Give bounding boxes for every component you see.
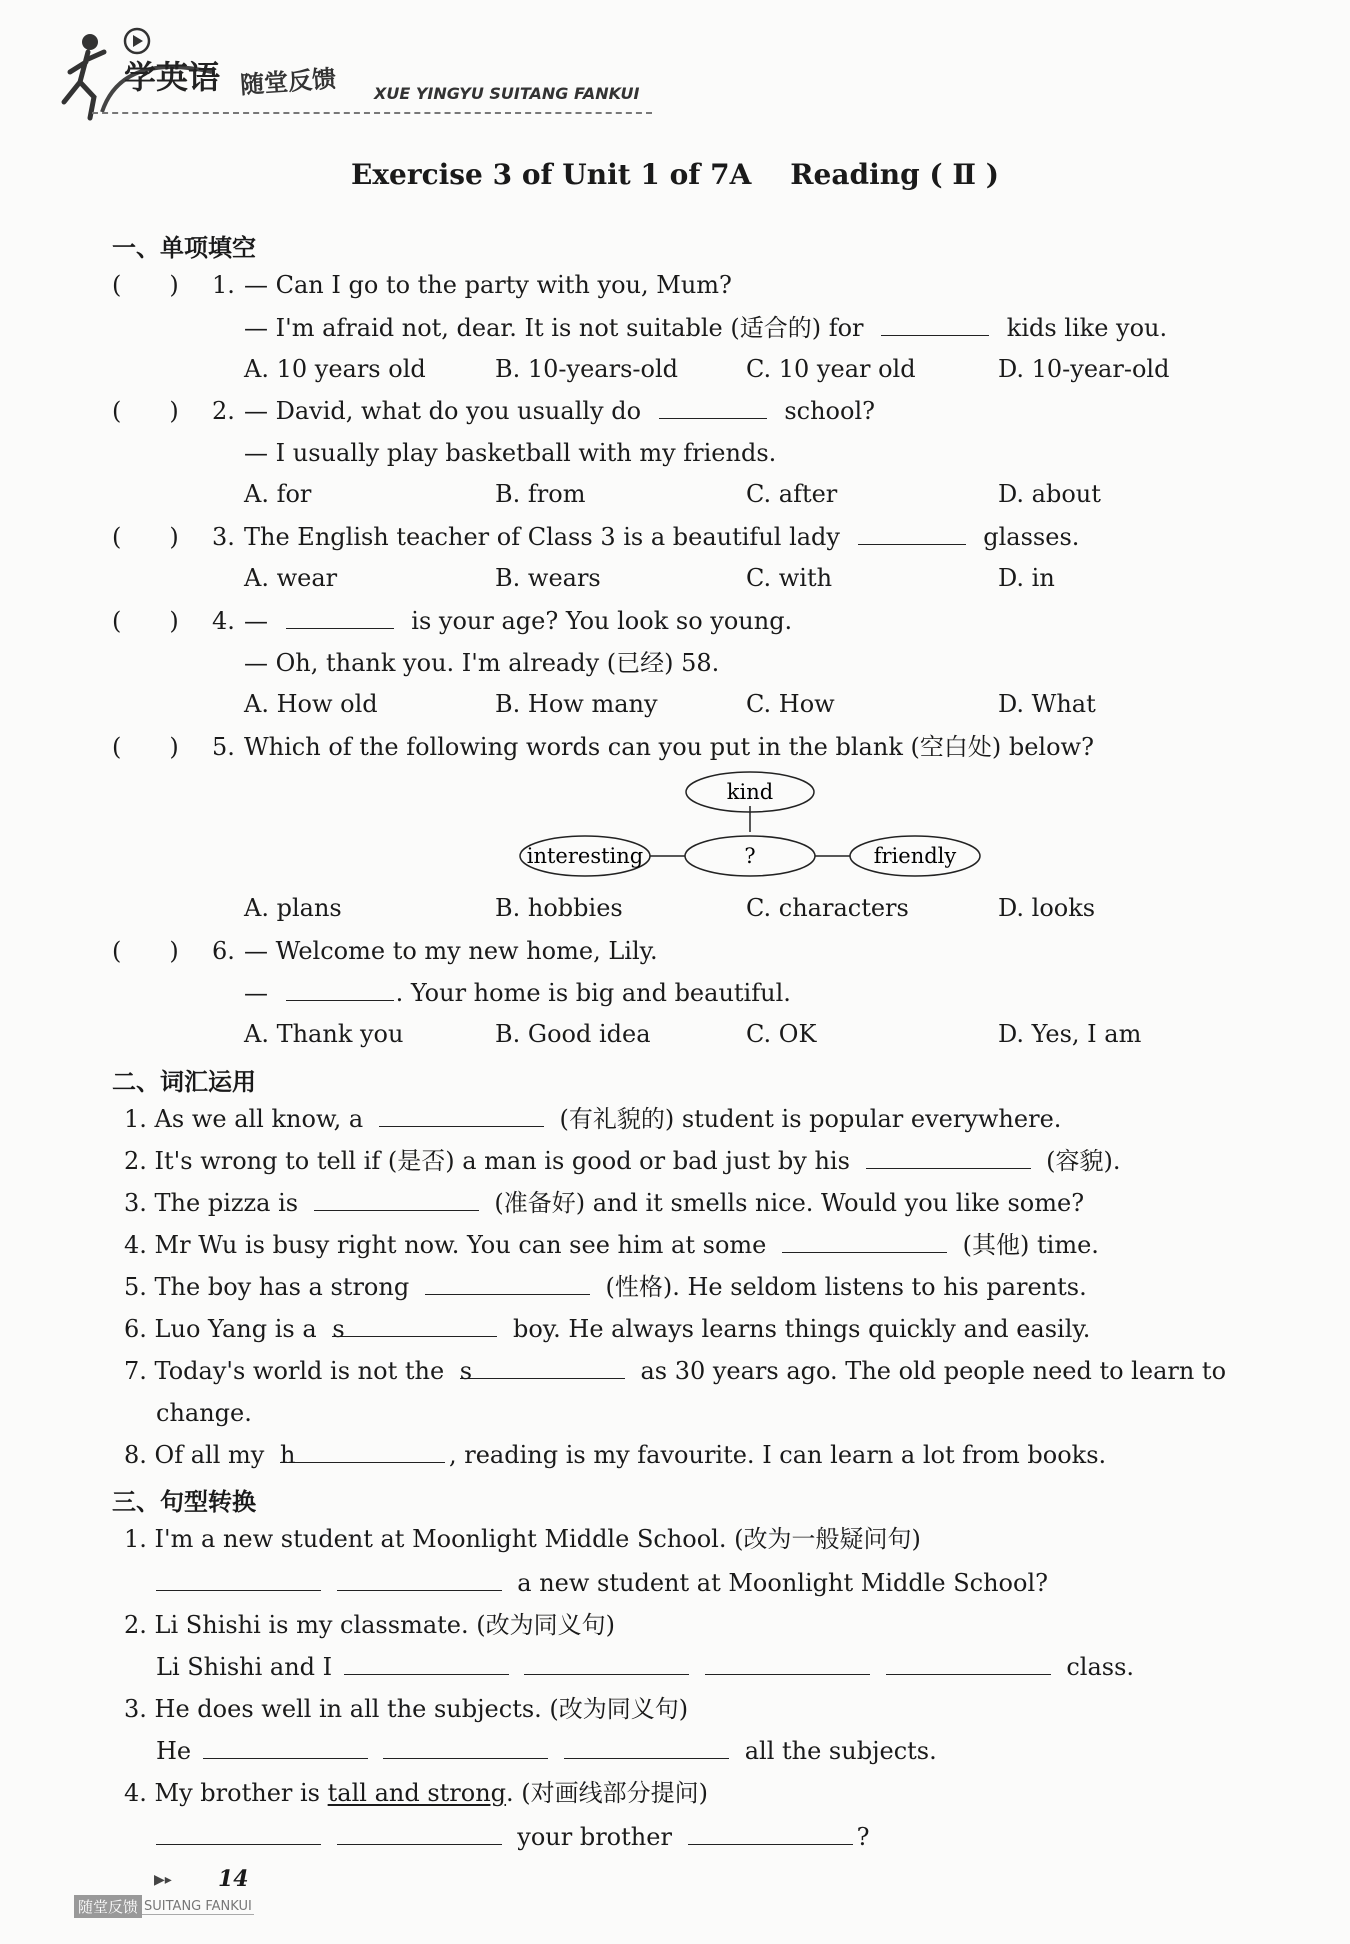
vocab-blank-3[interactable] xyxy=(314,1188,479,1211)
vocab-item-8 xyxy=(124,1440,1106,1470)
q4-line2: — Oh, thank you. I'm already (已经) 58. xyxy=(244,649,720,677)
vocab-text: Mr Wu is busy right now. You can see him at some xyxy=(154,1231,767,1259)
vocab-blank-8[interactable] xyxy=(279,1440,445,1469)
page-title: Exercise 3 of Unit 1 of 7A Reading ( Ⅱ ) xyxy=(350,158,1000,191)
q6-line2b: . Your home is big and beautiful. xyxy=(395,979,791,1007)
q6-option-c[interactable]: C. OK xyxy=(746,1020,817,1048)
transform-item-1 xyxy=(124,1524,921,1554)
q1-line2b: kids like you. xyxy=(1006,314,1168,342)
q1-blank[interactable] xyxy=(881,313,989,336)
vocab-first-letter: s xyxy=(332,1315,345,1343)
vocab-blank-6[interactable] xyxy=(332,1314,497,1343)
q2-line1b: school? xyxy=(784,397,875,425)
answer-blank[interactable] xyxy=(337,1822,502,1845)
vocab-num: 5. xyxy=(124,1273,147,1301)
q3-line1b: glasses. xyxy=(983,523,1080,551)
transform-item-4 xyxy=(124,1778,708,1808)
vocab-text: As we all know, a xyxy=(154,1105,364,1133)
diagram-label-left: interesting xyxy=(526,844,644,868)
q4-option-a[interactable]: A. How old xyxy=(244,690,378,718)
q5-option-d[interactable]: D. looks xyxy=(998,894,1096,922)
q1-line2a: — I'm afraid not, dear. It is not suitable (适合的) for xyxy=(244,314,864,342)
answer-blank[interactable] xyxy=(886,1652,1051,1675)
q1-paren[interactable]: ( ) xyxy=(112,271,179,299)
vocab-item-3 xyxy=(124,1188,1084,1218)
q3-num: 3. xyxy=(212,523,235,551)
q4-blank[interactable] xyxy=(286,606,394,629)
vocab-blank-5[interactable] xyxy=(425,1272,590,1295)
diagram-label-top: kind xyxy=(726,780,774,804)
logo-pinyin: XUE YINGYU SUITANG FANKUI xyxy=(374,84,640,103)
vocab-text: The pizza is xyxy=(154,1189,299,1217)
vocab-num: 1. xyxy=(124,1105,147,1133)
vocab-text: The boy has a strong xyxy=(154,1273,410,1301)
q3-option-b[interactable]: B. wears xyxy=(495,564,601,592)
transform-question: I'm a new student at Moonlight Middle School. (改为一般疑问句) xyxy=(154,1525,921,1553)
q1-option-d[interactable]: D. 10-year-old xyxy=(998,355,1170,383)
vocab-item-4 xyxy=(124,1230,1099,1260)
answer-text: your brother xyxy=(517,1823,672,1851)
q2-option-d[interactable]: D. about xyxy=(998,480,1101,508)
answer-text: a new student at Moonlight Middle School? xyxy=(517,1569,1048,1597)
vocab-blank-7[interactable] xyxy=(459,1356,625,1385)
q2-num: 2. xyxy=(212,397,235,425)
answer-blank[interactable] xyxy=(337,1568,502,1591)
vocab-num: 3. xyxy=(124,1189,147,1217)
vocab-text: Today's world is not the xyxy=(154,1357,445,1385)
transform-question: Li Shishi is my classmate. (改为同义句) xyxy=(154,1611,615,1639)
q4-option-d[interactable]: D. What xyxy=(998,690,1096,718)
answer-text: all the subjects. xyxy=(744,1737,937,1765)
q2-option-a[interactable]: A. for xyxy=(244,480,312,508)
q5-option-a[interactable]: A. plans xyxy=(244,894,342,922)
transform-num: 4. xyxy=(124,1779,147,1807)
transform-question: He does well in all the subjects. (改为同义句) xyxy=(154,1695,689,1723)
q2-blank[interactable] xyxy=(659,396,767,419)
q6-paren[interactable]: ( ) xyxy=(112,937,179,965)
section3-heading: 三、句型转换 xyxy=(112,1488,256,1516)
transform-num: 1. xyxy=(124,1525,147,1553)
diagram-label-right: friendly xyxy=(873,844,957,868)
vocab-text: It's wrong to tell if (是否) a man is good or bad just by his xyxy=(154,1147,850,1175)
q5-paren[interactable]: ( ) xyxy=(112,733,179,761)
vocab-text: (准备好) and it smells nice. Would you like some? xyxy=(494,1189,1085,1217)
vocab-text: Luo Yang is a xyxy=(154,1315,317,1343)
answer-blank[interactable] xyxy=(564,1736,729,1759)
logo-cn: 学英语 xyxy=(124,58,221,96)
footer-arrows-icon: ▶▸ xyxy=(154,1872,172,1888)
vocab-num: 2. xyxy=(124,1147,147,1175)
q4-line1a: — xyxy=(244,607,268,635)
diagram-label-center: ? xyxy=(744,844,756,868)
section2-heading: 二、词汇运用 xyxy=(112,1068,256,1096)
vocab-num: 8. xyxy=(124,1441,147,1469)
q2-line2: — I usually play basketball with my friends. xyxy=(244,439,777,467)
vocab-text: (容貌). xyxy=(1046,1147,1121,1175)
q4-paren[interactable]: ( ) xyxy=(112,607,179,635)
footer-label-cn: 随堂反馈 xyxy=(74,1895,142,1918)
q3-blank[interactable] xyxy=(858,522,966,545)
q1-option-b[interactable]: B. 10-years-old xyxy=(495,355,678,383)
vocab-item-6 xyxy=(124,1314,1090,1344)
answer-text: Li Shishi and I xyxy=(156,1653,333,1681)
q1-line1: — Can I go to the party with you, Mum? xyxy=(244,271,732,299)
answer-blank[interactable] xyxy=(383,1736,548,1759)
q2-option-c[interactable]: C. after xyxy=(746,480,838,508)
q2-line1 xyxy=(244,396,875,426)
vocab-text: Of all my xyxy=(154,1441,265,1469)
q6-line2a: — xyxy=(244,979,268,1007)
q3-option-c[interactable]: C. with xyxy=(746,564,833,592)
q5-word-diagram xyxy=(510,770,990,880)
q6-num: 6. xyxy=(212,937,235,965)
vocab-first-letter: s xyxy=(459,1357,473,1385)
vocab-num: 7. xyxy=(124,1357,147,1385)
answer-blank[interactable] xyxy=(705,1652,870,1675)
transform-item-3 xyxy=(124,1694,688,1724)
header-logo xyxy=(52,22,672,122)
q1-line2 xyxy=(244,313,1167,343)
q4-line1b: is your age? You look so young. xyxy=(411,607,793,635)
q6-option-b[interactable]: B. Good idea xyxy=(495,1020,651,1048)
q2-paren[interactable]: ( ) xyxy=(112,397,179,425)
transform-question: My brother is xyxy=(154,1779,320,1807)
q6-option-d[interactable]: D. Yes, I am xyxy=(998,1020,1142,1048)
transform-item-2 xyxy=(124,1610,615,1640)
footer-label xyxy=(74,1895,254,1918)
vocab-text: , reading is my favourite. I can learn a lot from books. xyxy=(448,1441,1107,1469)
q6-line2 xyxy=(244,978,791,1008)
header-dashed-line xyxy=(92,112,652,114)
transform-question: . (对画线部分提问) xyxy=(506,1779,709,1807)
q5-option-c[interactable]: C. characters xyxy=(746,894,909,922)
vocab-item-1 xyxy=(124,1104,1061,1134)
q4-line1 xyxy=(244,606,792,636)
vocab-item-7-cont: change. xyxy=(156,1399,252,1427)
q3-option-a[interactable]: A. wear xyxy=(244,564,338,592)
vocab-blank-2[interactable] xyxy=(866,1146,1031,1169)
q3-line1a: The English teacher of Class 3 is a beautiful lady xyxy=(244,523,840,551)
transform-answer-4 xyxy=(156,1822,869,1852)
vocab-item-7 xyxy=(124,1356,1226,1386)
q4-option-b[interactable]: B. How many xyxy=(495,690,658,718)
transform-num: 2. xyxy=(124,1611,147,1639)
underlined-phrase: tall and strong xyxy=(327,1779,507,1807)
q1-num: 1. xyxy=(212,271,235,299)
logo-sub-cn: 随堂反馈 xyxy=(239,64,338,100)
transform-answer-1 xyxy=(156,1568,1048,1598)
answer-text: class. xyxy=(1066,1653,1135,1681)
q3-paren[interactable]: ( ) xyxy=(112,523,179,551)
q2-line1a: — David, what do you usually do xyxy=(244,397,642,425)
answer-blank[interactable] xyxy=(688,1822,853,1845)
transform-answer-2 xyxy=(156,1652,1134,1682)
vocab-text: boy. He always learns things quickly and easily. xyxy=(512,1315,1091,1343)
vocab-item-5 xyxy=(124,1272,1087,1302)
q4-option-c[interactable]: C. How xyxy=(746,690,835,718)
vocab-blank-1[interactable] xyxy=(379,1104,544,1127)
section1-heading: 一、单项填空 xyxy=(112,234,256,262)
q6-line1: — Welcome to my new home, Lily. xyxy=(244,937,658,965)
q6-option-a[interactable]: A. Thank you xyxy=(244,1020,404,1048)
q2-option-b[interactable]: B. from xyxy=(495,480,586,508)
q3-option-d[interactable]: D. in xyxy=(998,564,1055,592)
q3-line1 xyxy=(244,522,1079,552)
vocab-text: (性格). He seldom listens to his parents. xyxy=(605,1273,1087,1301)
q1-option-c[interactable]: C. 10 year old xyxy=(746,355,916,383)
q5-option-b[interactable]: B. hobbies xyxy=(495,894,623,922)
answer-blank[interactable] xyxy=(156,1822,321,1845)
answer-text: He xyxy=(156,1737,192,1765)
q4-num: 4. xyxy=(212,607,235,635)
vocab-item-2 xyxy=(124,1146,1121,1176)
q5-line1: Which of the following words can you put in the blank (空白处) below? xyxy=(244,733,1094,761)
footer-label-en: SUITANG FANKUI xyxy=(144,1898,252,1914)
transform-answer-3 xyxy=(156,1736,937,1766)
vocab-text: (有礼貌的) student is popular everywhere. xyxy=(559,1105,1062,1133)
vocab-num: 4. xyxy=(124,1231,147,1259)
vocab-text: (其他) time. xyxy=(962,1231,1099,1259)
page-number: 14 xyxy=(218,1866,249,1892)
vocab-num: 6. xyxy=(124,1315,147,1343)
answer-blank[interactable] xyxy=(156,1568,321,1591)
vocab-blank-4[interactable] xyxy=(782,1230,947,1253)
vocab-text: as 30 years ago. The old people need to learn to xyxy=(640,1357,1227,1385)
answer-blank[interactable] xyxy=(344,1652,509,1675)
answer-text: ? xyxy=(856,1823,870,1851)
vocab-first-letter: h xyxy=(279,1441,296,1469)
transform-num: 3. xyxy=(124,1695,147,1723)
q6-blank[interactable] xyxy=(286,978,394,1001)
q5-num: 5. xyxy=(212,733,235,761)
answer-blank[interactable] xyxy=(203,1736,368,1759)
answer-blank[interactable] xyxy=(524,1652,689,1675)
q1-option-a[interactable]: A. 10 years old xyxy=(244,355,426,383)
